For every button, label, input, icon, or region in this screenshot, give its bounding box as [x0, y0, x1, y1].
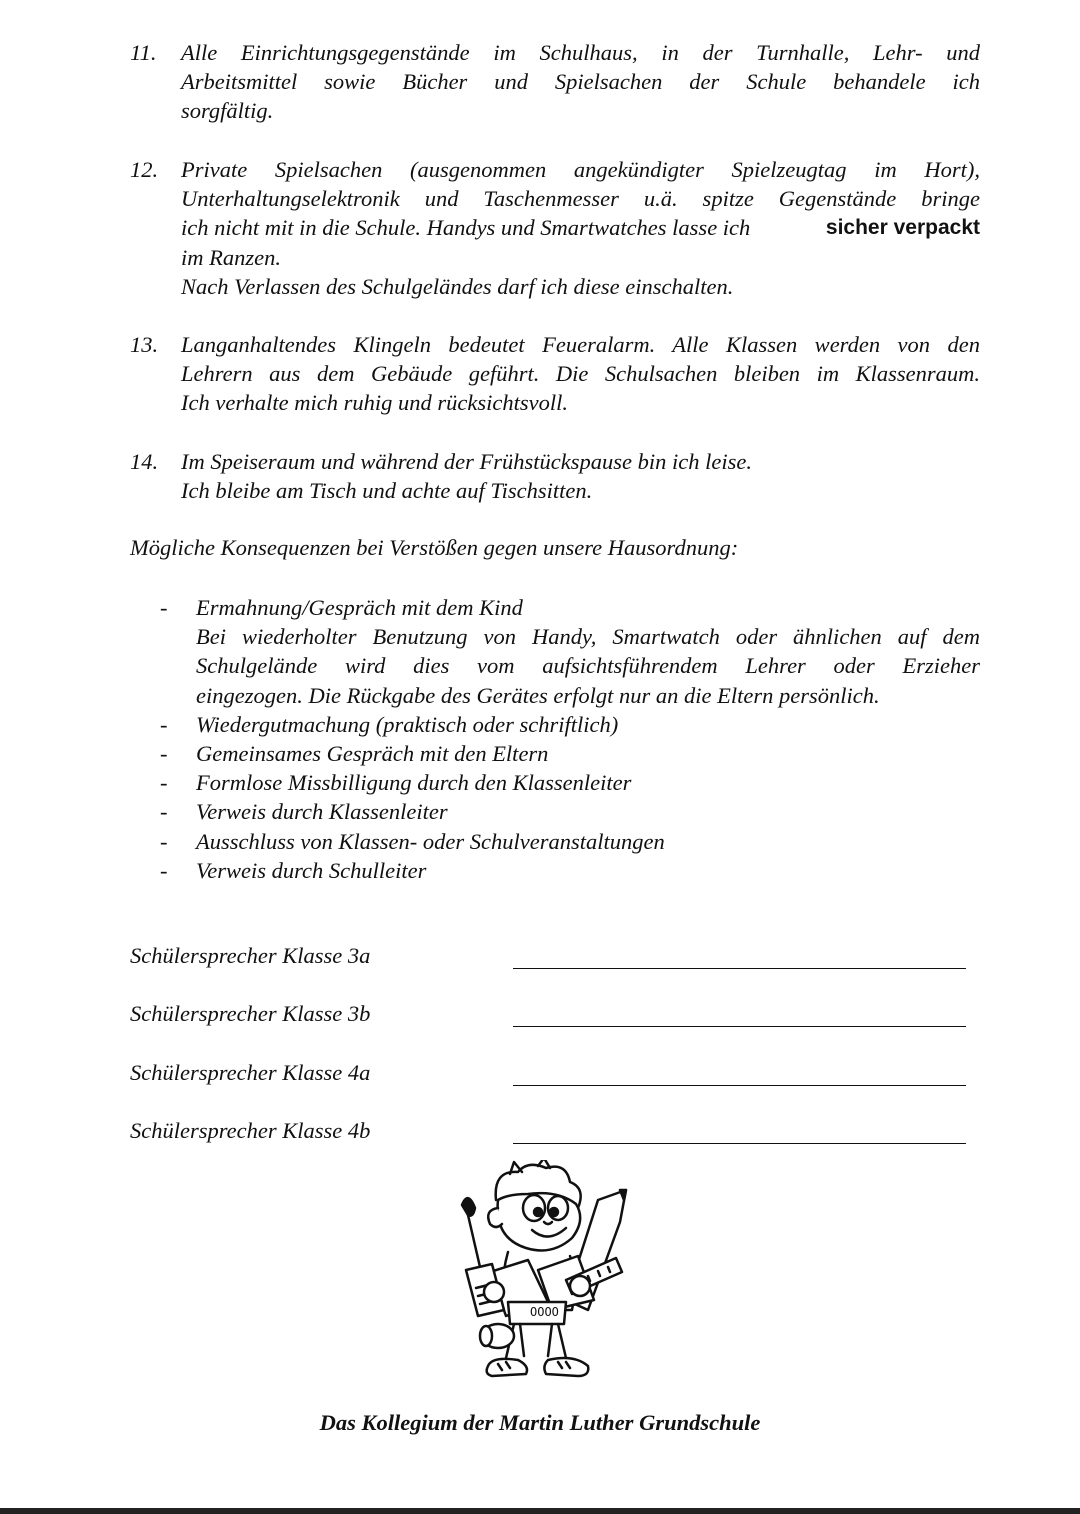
rule-line: Ich bleibe am Tisch und achte auf Tischsitten.	[181, 478, 593, 504]
consequences-heading: Mögliche Konsequenzen bei Verstößen gegen unsere Hausordnung:	[130, 535, 739, 560]
dash-bullet: -	[160, 741, 168, 767]
list-item-line: Schulgelände wird dies vom aufsichtsführendem Lehrer oder Erzieher	[196, 653, 980, 679]
list-item	[160, 593, 980, 710]
rule-text	[181, 447, 980, 505]
rule-11	[130, 38, 980, 126]
list-item	[160, 856, 980, 885]
dash-bullet: -	[160, 711, 168, 737]
dash-bullet: -	[160, 828, 168, 854]
list-item-line: Wiedergutmachung (praktisch oder schriftlich)	[196, 711, 619, 737]
rule-line	[181, 213, 980, 242]
rule-line: Arbeitsmittel sowie Bücher und Spielsachen der Schule behandele ich	[181, 69, 980, 95]
rule-line: Unterhaltungselektronik und Taschenmesser u.ä. spitze Gegenstände bringe	[181, 186, 980, 212]
rule-line: Langanhaltendes Klingeln bedeutet Feueralarm. Alle Klassen werden von den	[181, 332, 980, 357]
list-item	[160, 827, 980, 856]
boy-with-school-supplies-icon	[448, 1160, 633, 1392]
rule-line: Private Spielsachen (ausgenommen angekündigter Spielzeugtag im Hort),	[181, 157, 980, 182]
list-item-line: eingezogen. Die Rückgabe des Gerätes erfolgt nur an die Eltern persönlich.	[196, 682, 880, 708]
bottom-border	[0, 1508, 1080, 1514]
dash-bullet: -	[160, 770, 168, 796]
signature-label: Schülersprecher Klasse 3b	[130, 1001, 371, 1026]
signature-row-4a	[130, 1060, 966, 1094]
rule-line: im Ranzen.	[181, 244, 281, 270]
emphasis-text: sicher verpackt	[825, 216, 980, 240]
signature-label: Schülersprecher Klasse 4b	[130, 1118, 371, 1143]
signature-label: Schülersprecher Klasse 4a	[130, 1060, 371, 1085]
signature-line[interactable]	[513, 968, 966, 969]
rule-number: 13.	[130, 332, 159, 357]
rule-line: Alle Einrichtungsgegenstände im Schulhaus, in der Turnhalle, Lehr- und	[181, 40, 980, 65]
signature-line[interactable]	[513, 1085, 966, 1086]
dash-bullet: -	[160, 857, 168, 883]
signature-line[interactable]	[513, 1026, 966, 1027]
rule-number: 11.	[130, 40, 157, 65]
list-item-line: Verweis durch Klassenleiter	[196, 799, 448, 825]
signature-row-3a	[130, 943, 966, 977]
dash-bullet: -	[160, 595, 168, 620]
rule-text	[181, 330, 980, 418]
list-item-line: Bei wiederholter Benutzung von Handy, Smartwatch oder ähnlichen auf dem	[196, 624, 980, 650]
dash-bullet: -	[160, 799, 168, 825]
rule-line: Lehrern aus dem Gebäude geführt. Die Schulsachen bleiben im Klassenraum.	[181, 361, 980, 387]
footer-signature: Das Kollegium der Martin Luther Grundschule	[319, 1410, 761, 1435]
list-item-line: Gemeinsames Gespräch mit den Eltern	[196, 741, 549, 767]
rule-line: Nach Verlassen des Schulgeländes darf ich diese einschalten.	[181, 273, 734, 299]
list-item	[160, 739, 980, 768]
rule-line: Im Speiseraum und während der Frühstückspause bin ich leise.	[181, 449, 752, 474]
list-item	[160, 797, 980, 826]
rule-14	[130, 447, 980, 505]
rule-text	[181, 155, 980, 301]
rule-13	[130, 330, 980, 418]
list-item-line: Ermahnung/Gespräch mit dem Kind	[196, 595, 523, 620]
rule-line: sorgfältig.	[181, 98, 274, 124]
signature-line[interactable]	[513, 1143, 966, 1144]
signature-row-3b	[130, 1001, 966, 1035]
list-item-line: Verweis durch Schulleiter	[196, 857, 427, 883]
signature-row-4b	[130, 1118, 966, 1152]
rule-line-part: ich nicht mit in die Schule. Handys und Smartwatches lasse ich	[181, 215, 751, 241]
list-item-line: Formlose Missbilligung durch den Klassenleiter	[196, 770, 632, 796]
signature-label: Schülersprecher Klasse 3a	[130, 943, 371, 968]
list-item-line: Ausschluss von Klassen- oder Schulveranstaltungen	[196, 828, 665, 854]
box-text: OOOO	[530, 1305, 559, 1319]
rule-number: 12.	[130, 157, 159, 182]
list-item	[160, 768, 980, 797]
mascot-drawing	[448, 1160, 633, 1392]
rule-number: 14.	[130, 449, 159, 474]
rule-line: Ich verhalte mich ruhig und rücksichtsvoll.	[181, 390, 569, 416]
consequences-list	[160, 593, 980, 885]
rule-text	[181, 38, 980, 126]
rule-12	[130, 155, 980, 301]
list-item	[160, 710, 980, 739]
